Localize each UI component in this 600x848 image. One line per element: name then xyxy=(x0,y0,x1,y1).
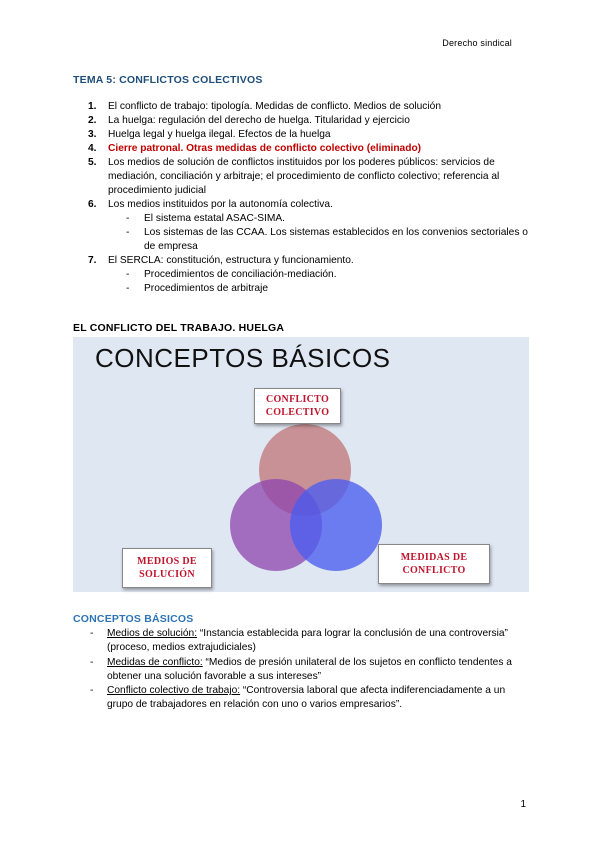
toc-item xyxy=(88,114,528,128)
toc-sub-list xyxy=(126,212,528,254)
toc-number: 3. xyxy=(88,129,97,140)
toc-sub-text: El sistema estatal ASAC-SIMA. xyxy=(144,213,285,224)
label-conflicto-colectivo xyxy=(254,388,341,424)
toc-sub-item: - El sistema estatal ASAC-SIMA. xyxy=(126,213,285,224)
toc-number: 7. xyxy=(88,255,97,266)
definition-text: “Medios de presión unilateral de los sujetos en conflicto tendentes a obtener una solución favorable a sus intereses” xyxy=(107,656,512,682)
toc-sub-item: - Procedimientos de arbitraje xyxy=(126,283,269,294)
venn-circle-medidas xyxy=(290,479,382,571)
toc-text: Los medios instituidos por la autonomía colectiva. xyxy=(108,199,333,210)
toc-sub-list xyxy=(126,268,528,296)
label-medios-solucion xyxy=(122,548,212,588)
toc-text: Los medios de solución de conflictos instituidos por los poderes públicos: servicios de mediación, conciliación y arbitraje; el procedimiento de conflicto colectivo; referencia al procedimiento judicial xyxy=(108,157,500,196)
toc-number: 4. xyxy=(88,143,97,154)
toc-text: Cierre patronal. Otras medidas de conflicto colectivo (eliminado) xyxy=(108,143,422,154)
definition-item: - Medidas de conflicto: “Medios de presión unilateral de los sujetos en conflicto tendentes a obtener una solución favorable a sus intereses” xyxy=(90,656,512,682)
toc-text: El SERCLA: constitución, estructura y funcionamiento. xyxy=(108,255,354,266)
document-header: Derecho sindical xyxy=(442,38,512,48)
venn-diagram xyxy=(73,337,529,592)
diagram-title: CONCEPTOS BÁSICOS xyxy=(95,343,391,373)
toc-text: La huelga: regulación del derecho de huelga. Titularidad y ejercicio xyxy=(108,115,410,126)
toc-sub-text: Los sistemas de las CCAA. Los sistemas establecidos en los convenios sectoriales o de empresa xyxy=(144,227,528,252)
toc-number: 5. xyxy=(88,157,97,168)
definition-term: Medidas de conflicto: xyxy=(107,656,203,668)
definitions-list xyxy=(90,627,530,713)
toc-number: 2. xyxy=(88,115,97,126)
definition-text: “Instancia establecida para lograr la conclusión de una controversia” (proceso, medios extrajudiciales) xyxy=(107,628,508,654)
definition-term: Medios de solución: xyxy=(107,628,198,639)
conceptos-heading: CONCEPTOS BÁSICOS xyxy=(73,613,194,625)
tema-title: TEMA 5: CONFLICTOS COLECTIVOS xyxy=(73,74,263,86)
toc-sub-text: Procedimientos de conciliación-mediación. xyxy=(144,269,337,280)
toc-item xyxy=(88,128,528,142)
toc-item xyxy=(88,198,528,254)
definition-text: “Controversia laboral que afecta indiferenciadamente a un grupo de trabajadores en relación con uno o varios empresarios”. xyxy=(107,685,506,711)
toc-number: 6. xyxy=(88,199,97,210)
page-number: 1 xyxy=(520,799,526,810)
label-text: MEDIOS DE SOLUCIÓN xyxy=(137,556,197,580)
toc-item xyxy=(88,100,528,114)
label-text: CONFLICTO COLECTIVO xyxy=(265,394,330,418)
section-heading: EL CONFLICTO DEL TRABAJO. HUELGA xyxy=(73,322,285,334)
toc-sub-item: - Procedimientos de conciliación-mediación. xyxy=(126,269,337,280)
toc-number: 1. xyxy=(88,101,97,112)
toc-item xyxy=(88,254,528,296)
toc-item-eliminated xyxy=(88,142,528,156)
label-text: MEDIDAS DE CONFLICTO xyxy=(400,552,468,576)
table-of-contents xyxy=(88,100,528,296)
toc-item xyxy=(88,156,528,198)
toc-sub-item: - Los sistemas de las CCAA. Los sistemas establecidos en los convenios sectoriales o de empresa xyxy=(126,227,528,252)
toc-text: El conflicto de trabajo: tipología. Medidas de conflicto. Medios de solución xyxy=(108,101,441,112)
definition-item: - Conflicto colectivo de trabajo: “Controversia laboral que afecta indiferenciadamente a un grupo de trabajadores en relación con uno o varios empresarios”. xyxy=(90,685,506,711)
toc-text: Huelga legal y huelga ilegal. Efectos de la huelga xyxy=(108,129,331,140)
toc-sub-text: Procedimientos de arbitraje xyxy=(144,283,269,294)
definition-term: Conflicto colectivo de trabajo: xyxy=(107,685,241,697)
definition-item: - Medios de solución: “Instancia establecida para lograr la conclusión de una controversia” (proceso, medios extrajudiciales) xyxy=(90,628,508,654)
label-medidas-conflicto xyxy=(378,544,490,584)
